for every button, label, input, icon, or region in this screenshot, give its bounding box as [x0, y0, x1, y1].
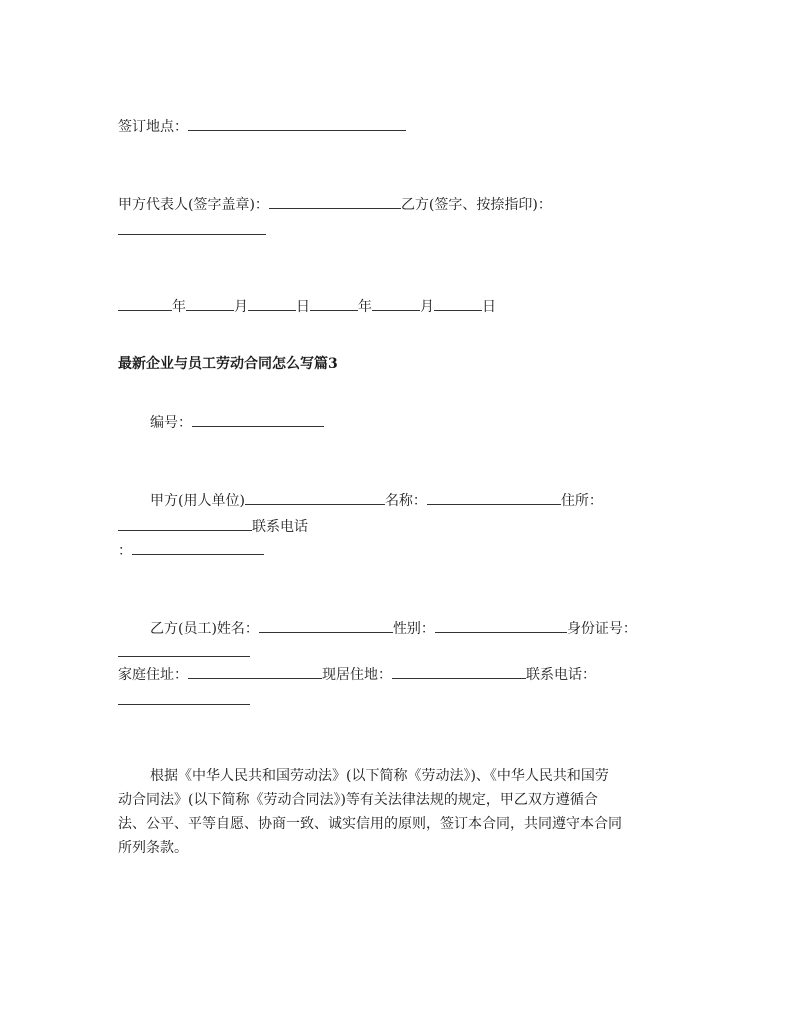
- contract-number-label: 编号：: [150, 415, 192, 431]
- party-a-signature-label: 甲方代表人(签字盖章)：: [118, 197, 269, 213]
- party-b-name-label: 乙方(员工)姓名：: [150, 621, 259, 637]
- day-label: 日: [296, 299, 310, 315]
- year-label: 年: [358, 299, 372, 315]
- signing-place-line: [118, 118, 406, 136]
- party-a-line: [150, 492, 603, 510]
- party-a-phone-label: 联系电话: [252, 519, 308, 535]
- section-heading: 最新企业与员工劳动合同怎么写篇3: [118, 356, 338, 372]
- party-b-home-blank: [188, 666, 322, 679]
- party-b-phone-blank: [118, 692, 250, 705]
- party-a-line-3: [118, 542, 264, 560]
- date-blank: [118, 298, 172, 311]
- signature-line: [118, 196, 552, 214]
- party-a-signature-blank: [269, 196, 401, 209]
- month-label: 月: [234, 299, 248, 315]
- party-a-address-label: 住所：: [560, 493, 603, 509]
- party-b-signature-label: 乙方(签字、按捺指印)：: [400, 197, 552, 213]
- party-a-label: 甲方(用人单位): [150, 493, 245, 509]
- party-b-phone-label: 联系电话：: [526, 667, 596, 683]
- signing-place-label: 签订地点：: [118, 119, 188, 135]
- year-label: 年: [172, 299, 186, 315]
- party-b-signature-blank-line: [118, 222, 266, 240]
- party-b-address-line: [118, 666, 596, 684]
- party-a-name-label: 名称：: [384, 493, 427, 509]
- party-a-address-blank: [118, 518, 252, 531]
- date-blank: [372, 298, 420, 311]
- preamble-line: 动合同法》(以下简称《劳动合同法》)等有关法律法规的规定，甲乙双方遵循合: [118, 792, 598, 808]
- date-blank: [434, 298, 482, 311]
- party-b-signature-blank: [118, 222, 266, 235]
- signing-place-blank: [188, 118, 406, 131]
- preamble-line: 所列条款。: [118, 840, 188, 856]
- party-a-phone-colon: ：: [118, 543, 132, 559]
- party-b-id-blank-line: [118, 644, 250, 662]
- date-blank: [310, 298, 358, 311]
- party-b-home-label: 家庭住址：: [118, 667, 188, 683]
- party-b-gender-blank: [435, 620, 567, 633]
- party-b-phone-blank-line: [118, 692, 250, 710]
- party-b-line: [150, 620, 637, 638]
- month-label: 月: [420, 299, 434, 315]
- party-b-current-label: 现居住地：: [322, 667, 392, 683]
- date-line: [118, 298, 496, 316]
- party-a-blank: [245, 492, 385, 505]
- party-b-gender-label: 性别：: [392, 621, 435, 637]
- party-a-phone-blank: [132, 542, 264, 555]
- party-a-line-2: [118, 518, 308, 536]
- party-b-id-label: 身份证号：: [566, 621, 637, 637]
- contract-number-line: [150, 414, 324, 432]
- party-b-id-blank: [118, 644, 250, 657]
- preamble-line: 法、公平、平等自愿、协商一致、诚实信用的原则，签订本合同，共同遵守本合同: [118, 816, 622, 832]
- date-blank: [248, 298, 296, 311]
- preamble-paragraph: [118, 764, 688, 860]
- contract-number-blank: [192, 414, 324, 427]
- party-b-name-blank: [259, 620, 393, 633]
- party-a-name-blank: [427, 492, 561, 505]
- day-label: 日: [482, 299, 496, 315]
- party-b-current-blank: [392, 666, 526, 679]
- preamble-line: 根据《中华人民共和国劳动法》(以下简称《劳动法》)、《中华人民共和国劳: [150, 768, 609, 784]
- date-blank: [186, 298, 234, 311]
